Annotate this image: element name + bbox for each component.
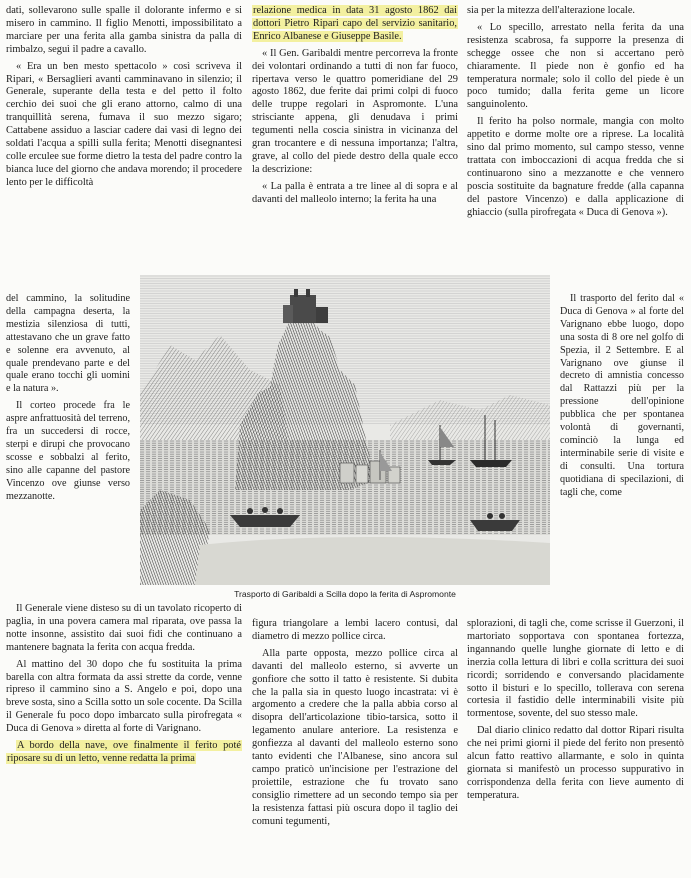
paragraph: del cammino, la solitudine della campagna deserta, la mestizia silenziosa di tutti, attestavano che un grave fatto e solenne era avvenuto, al quale prendevano parte e del quale erano tocchi gli uomini e la natura ». [6, 293, 130, 395]
paragraph: « Il Gen. Garibaldi mentre percorreva la fronte dei volontari ordinando a tutti di non far fuoco, ripertava verso le quattro pomeridiane del 29 agosto 1862, due ferite dai primi colpi di fuoco delle truppe regolari in Aspromonte. L'una strisciante appena, gli denudava i primi tegumenti nella coscia sinistra in vicinanza del gran trocantere e di nessuna importanza; l'altra, grave, al collo del piede destro della quale ecco la descrizione: [252, 47, 458, 175]
paragraph: figura triangolare a lembi lacero contusi, dal diametro di mezzo pollice circa. [252, 618, 458, 642]
paragraph: Il corteo procede fra le aspre anfrattuosità del terreno, fra un succedersi di rocce, sterpi e dirupi che provocano scosse e sobbalzi al ferito, sino alle capanne del pastore Vincenzo ove giunse verso mezzanotte. [6, 400, 130, 502]
highlighted-paragraph [6, 740, 242, 766]
paragraph: Il ferito ha polso normale, mangia con molto appetito e dorme molte ore a riprese. La località sino dal primo momento, sul campo stesso, venne trattata con imboccazioni di acqua fredda che si continuarono sino a mezzanotte e che vennero poscia sostituite da bagnature fredde (alla capanna del pastore Vincenzo) e dalla applicazione di ghiaccio (sulla pirofregata « Duca di Genova »). [467, 116, 684, 218]
paragraph: « Era un ben mesto spettacolo » così scriveva il Ripari, « Bersaglieri avanti camminavano in silenzio; il Generale, superante della testa e del petto il folto cerchio dei suoi che gli erano attorno, calmo di una tranquillità serena, fumava il suo mezzo sigaro; Cattabene assiduo a lasciar cadere dai vasi di legno dei soldati l'acqua a spilli sulla ferita; Menotti disegnantesi colle erculee sue forme dietro la testa del padre contro la bianca luce del giorno che andava morendo; il procedere lento per le difficoltà [6, 60, 242, 188]
coastal-scene-engraving [140, 275, 550, 585]
paragraph: Alla parte opposta, mezzo pollice circa al davanti del malleolo esterno, si avverte un gonfiore che sotto il tatto è resistente. Si dubita che la palla sia in questo luogo incastrata: vi è argomento a credere che la palla abbia corso al disopra dell'articolazione tibio-tarsica, sotto il legamento anulare anteriore. La resistenza e gonfiezza al davanti del malleolo esterno sono tanto evidenti che l'Albanese, sino ancora sul campo praticò un'incisione per l'estrazione del proiettile, estrazione che fu trovato sano consiglio rimettere ad un secondo tempo sia per la resistenza fattasi più oscura dopo il taglio dei comuni tegumenti, [252, 647, 458, 827]
article-column-3 [467, 5, 684, 224]
paragraph: Al mattino del 30 dopo che fu sostituita la prima barella con altra formata da assi strette da corde, venne ripreso il cammino sino a S. Angelo e poi, dopo una breve sosta, sino a Scilla sotto un sole cocente. Da Scilla il Generale fu poco dopo imbarcato sulla pirofregata « Duca di Genova » diretta al forte di Varignano. [6, 658, 242, 735]
article-column-1-lower [6, 603, 242, 770]
paragraph: « La palla è entrata a tre linee al di sopra e al davanti del malleolo interno; la ferita ha una [252, 180, 458, 205]
figure-caption: Trasporto di Garibaldi a Scilla dopo la ferita di Aspromonte [234, 589, 456, 599]
paragraph: Il Generale viene disteso su di un tavolato ricoperto di paglia, in una povera camera mal riparata, ove passa la notte insonne, assistito dai suoi fidi che continuano a mantenere bagnata la ferita con acqua fredda. [6, 603, 242, 653]
highlight-marker: relazione medica in data 31 agosto 1862 dai dottori Pietro Ripari capo del servizio sanitario, Enrico Albanese e Giuseppe Basile. [253, 5, 457, 42]
article-column-2-lower [252, 618, 458, 833]
beach [195, 537, 550, 585]
paragraph: sia per la mitezza dell'alterazione locale. [467, 5, 636, 16]
highlighted-paragraph [252, 5, 458, 44]
engraving-illustration [140, 275, 550, 605]
article-column-1-narrow [6, 293, 130, 508]
highlight-marker: A bordo della nave, ove finalmente il ferito poté riposare su di un letto, venne redatta la prima [7, 740, 241, 764]
paragraph: Il trasporto del ferito dal « Duca di Genova » al forte del Varignano ebbe luogo, dopo una sosta di 8 ore nel golfo di Spezia, il 2 Settembre. E al Varignano ove giunse il decreto di amnistia concesso dal Rattazzi più per la pressione dell'opinione pubblica che per spontanea volontà di governanti, cominciò la lunga ed interminabile serie di visite e di consulti. Una tortura quotidiana di specilazioni, di tagli che, come [560, 293, 684, 498]
article-column-3-narrow [560, 293, 684, 504]
article-column-3-lower [467, 618, 684, 807]
paragraph: Dal diario clinico redatto dal dottor Ripari risulta che nei primi giorni il piede del ferito non presentò alcun fatto reattivo allarmante, e solo in quinta giornata si manifestò un processo suppurativo in corrispondenza della ferita con lieve aumento di temperatura. [467, 725, 684, 801]
paragraph: splorazioni, di tagli che, come scrisse il Guerzoni, il martoriato sopportava con spontanea fortezza, ingannando quelle lunghe giornate di letto e di inerzia colla lettura di libri e colla scrittura dei suoi ricordi; sorridendo e conversando placidamente sotto il bisturi e lo specillo, tollerava con serena cortesia il fastidio delle interminabili visite più tormentose, sovente, del suo stesso male. [467, 618, 684, 720]
paragraph: « Lo specillo, arrestato nella ferita da una resistenza scabrosa, fa supporre la presenza di schegge ossee che non si accertano però chiaramente. Il piede non è gonfio ed ha temperatura normale; solo il collo del piede è un poco tumido; dalla ferita geme un licore sanguinolento. [467, 21, 684, 111]
paragraph: dati, sollevarono sulle spalle il dolorante infermo e si misero in cammino. Il figlio Menotti, impossibilitato a marciare per una ferita alla gamba sinistra da palla di rimbalzo, seguì il padre a cavallo. [6, 5, 242, 55]
article-column-1 [6, 5, 242, 194]
article-column-2 [252, 5, 458, 211]
castle [290, 295, 316, 323]
